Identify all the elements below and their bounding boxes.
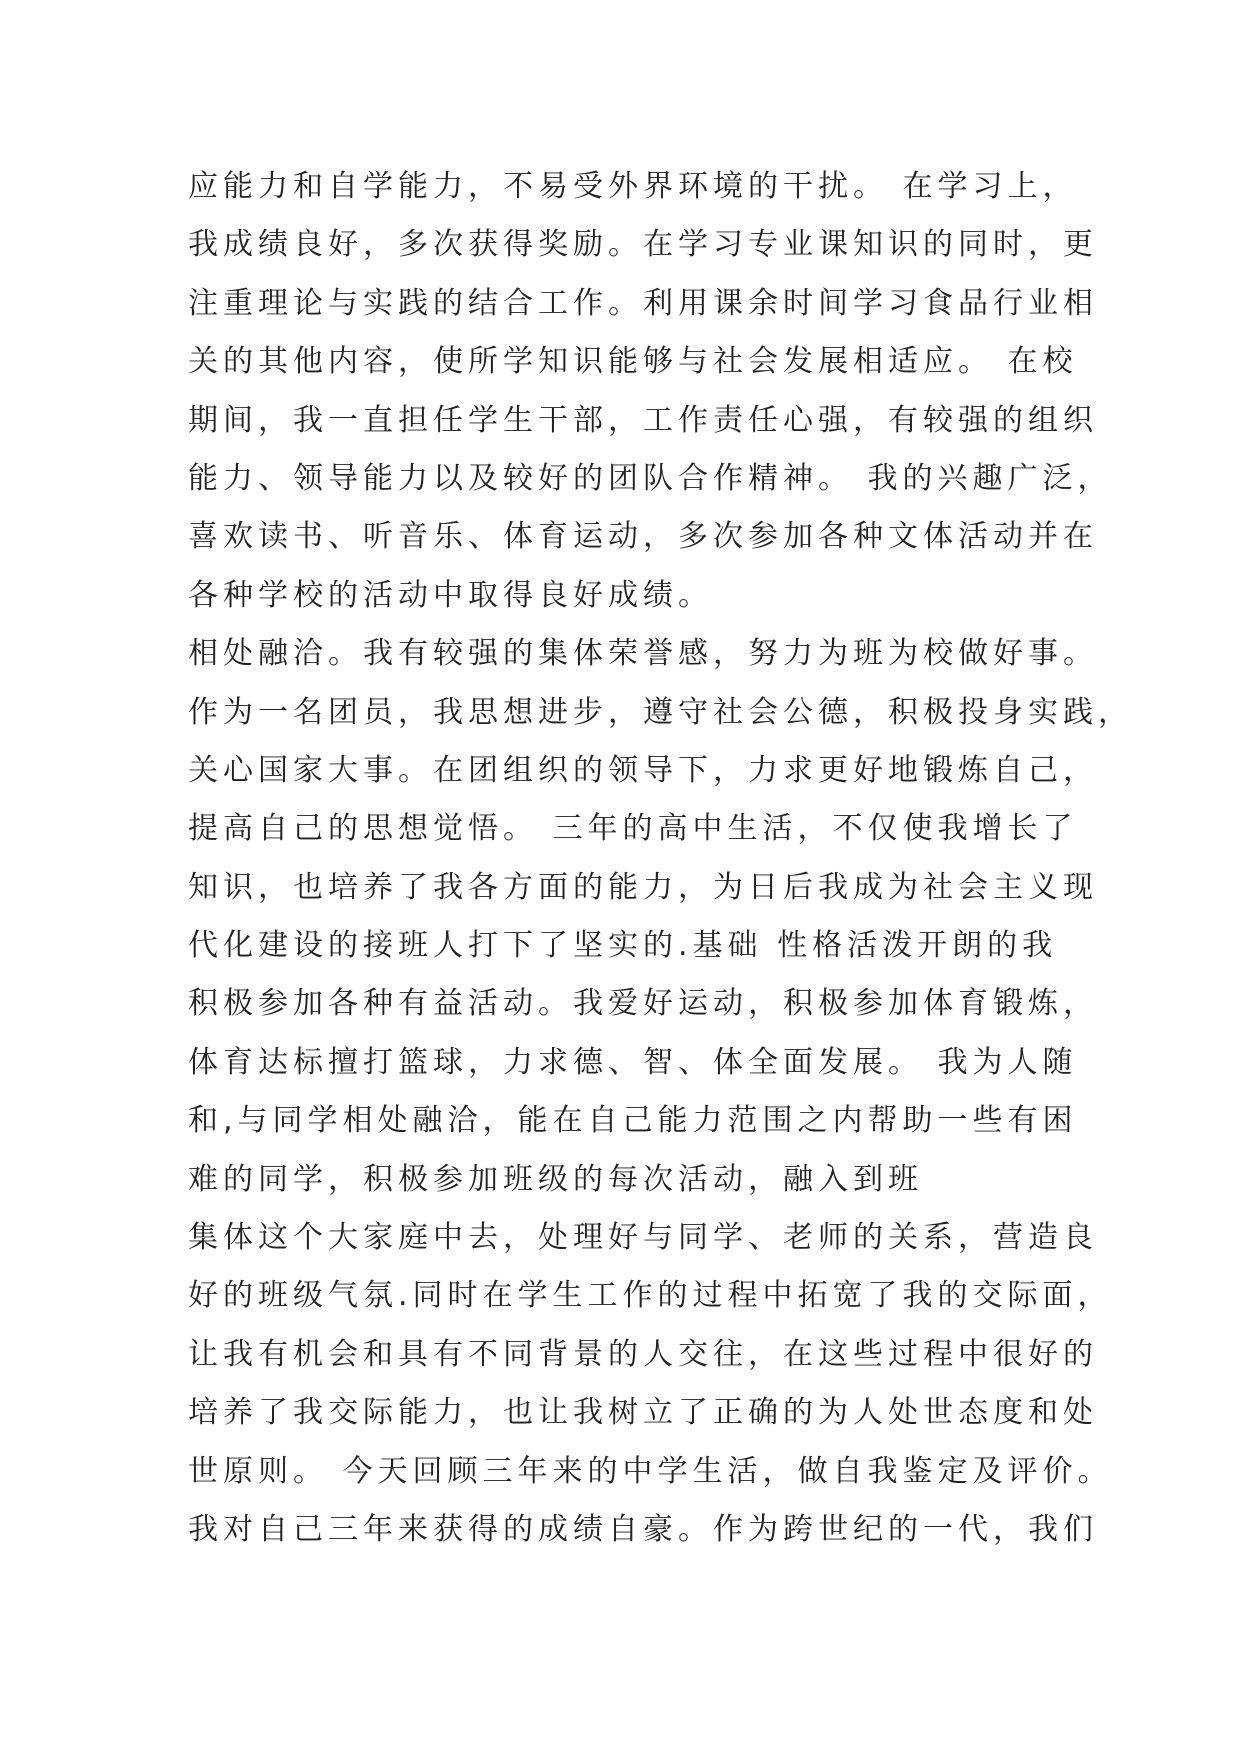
text-line: 关心国家大事。在团组织的领导下，力求更好地锻炼自己， bbox=[188, 752, 1098, 788]
text-line: 好的班级气氛.同时在学生工作的过程中拓宽了我的交际面， bbox=[188, 1278, 1113, 1314]
text-line: 能力、领导能力以及较好的团队合作精神。 我的兴趣广泛， bbox=[188, 460, 1113, 496]
text-line: 期间，我一直担任学生干部，工作责任心强，有较强的组织 bbox=[188, 402, 1098, 438]
text-line: 让我有机会和具有不同背景的人交往，在这些过程中很好的 bbox=[188, 1336, 1098, 1372]
text-line: 培养了我交际能力，也让我树立了正确的为人处世态度和处 bbox=[188, 1395, 1098, 1431]
text-line: 体育达标擅打篮球，力求德、智、体全面发展。 我为人随 bbox=[188, 1044, 1078, 1080]
text-line: 我成绩良好，多次获得奖励。在学习专业课知识的同时，更 bbox=[188, 227, 1098, 263]
text-line: 我对自己三年来获得的成绩自豪。作为跨世纪的一代，我们 bbox=[188, 1511, 1098, 1547]
text-line: 难的同学，积极参加班级的每次活动，融入到班 bbox=[188, 1161, 923, 1197]
text-line: 作为一名团员，我思想进步，遵守社会公德，积极投身实践， bbox=[188, 694, 1133, 730]
text-line: 各种学校的活动中取得良好成绩。 bbox=[188, 577, 713, 613]
body-text bbox=[188, 158, 1133, 1559]
text-line: 注重理论与实践的结合工作。利用课余时间学习食品行业相 bbox=[188, 285, 1098, 321]
text-line: 和,与同学相处融洽，能在自己能力范围之内帮助一些有困 bbox=[188, 1103, 1078, 1139]
text-line: 喜欢读书、听音乐、体育运动，多次参加各种文体活动并在 bbox=[188, 519, 1098, 555]
text-line: 积极参加各种有益活动。我爱好运动，积极参加体育锻炼， bbox=[188, 986, 1098, 1022]
text-line: 提高自己的思想觉悟。 三年的高中生活，不仅使我增长了 bbox=[188, 811, 1078, 847]
text-line: 关的其他内容，使所学知识能够与社会发展相适应。 在校 bbox=[188, 344, 1078, 380]
text-line: 应能力和自学能力，不易受外界环境的干扰。 在学习上， bbox=[188, 169, 1078, 204]
text-line: 相处融洽。我有较强的集体荣誉感，努力为班为校做好事。 bbox=[188, 636, 1098, 672]
text-line: 世原则。 今天回顾三年来的中学生活，做自我鉴定及评价。 bbox=[188, 1453, 1113, 1489]
text-line: 知识，也培养了我各方面的能力，为日后我成为社会主义现 bbox=[188, 869, 1098, 905]
text-line: 集体这个大家庭中去，处理好与同学、老师的关系，营造良 bbox=[188, 1220, 1098, 1256]
text-line: 代化建设的接班人打下了坚实的.基础 性格活泼开朗的我 bbox=[188, 928, 1058, 964]
